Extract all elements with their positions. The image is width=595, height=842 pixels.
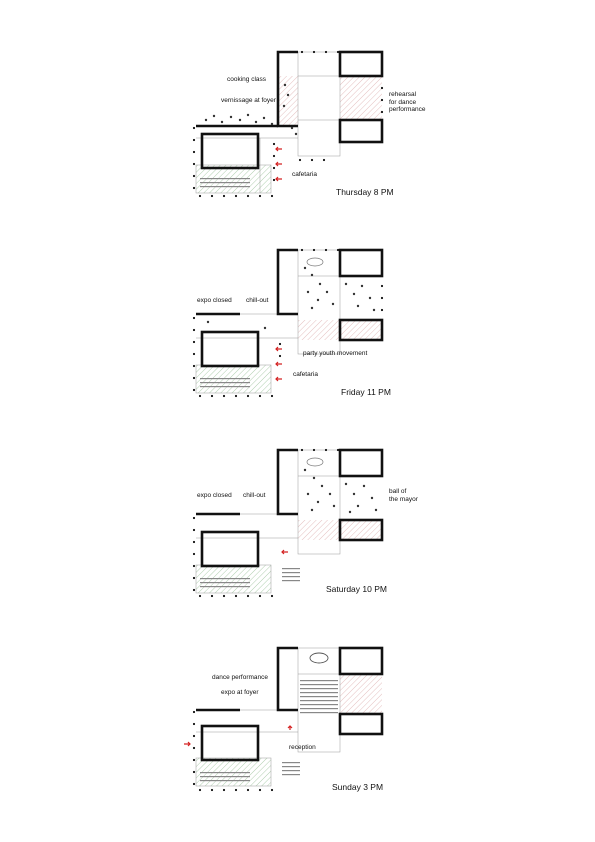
- label-rehearsal: rehearsal for dance performance: [389, 91, 426, 113]
- label-vernissage: vernissage at foyer: [221, 97, 276, 104]
- audience-seating: [300, 680, 338, 713]
- entrance-arrows: [276, 347, 282, 381]
- dj-booth-shape: [307, 258, 323, 266]
- label-dance-performance: dance performance: [212, 674, 269, 681]
- floor-plan-thursday: [0, 40, 595, 240]
- walls: [196, 450, 382, 566]
- label-cafetaria: cafetaria: [293, 371, 318, 378]
- label-expo-closed: expo closed: [197, 297, 232, 304]
- label-cafetaria: cafetaria: [292, 171, 317, 178]
- entrance-arrows: [282, 550, 288, 554]
- floor-plan-saturday: [0, 440, 595, 640]
- stage-shape: [307, 458, 323, 466]
- walls: [196, 250, 382, 366]
- plan-panel-friday: [0, 240, 595, 440]
- entrance-arrows: [276, 147, 282, 181]
- floor-plan-sunday: [0, 640, 595, 840]
- label-expo-at-foyer: expo at foyer: [221, 689, 259, 696]
- entrance-arrows: [184, 726, 292, 746]
- label-reception: reception: [289, 744, 316, 751]
- label-ball-of-mayor: ball of the mayor: [389, 488, 418, 503]
- panel-title: Friday 11 PM: [341, 387, 391, 397]
- stage-shape: [310, 653, 328, 663]
- panel-title: Saturday 10 PM: [326, 584, 387, 594]
- pink-hatched-zone: [340, 674, 382, 714]
- panel-title: Thursday 8 PM: [336, 187, 394, 197]
- label-chill-out: chill-out: [246, 297, 269, 304]
- label-expo-closed: expo closed: [197, 492, 232, 499]
- plan-panel-thursday: [0, 40, 595, 240]
- pink-hatched-zone: [340, 76, 382, 120]
- floor-plan-friday: [0, 240, 595, 440]
- pink-hatched-zone: [278, 76, 298, 126]
- label-party-youth: party youth movement: [303, 350, 368, 357]
- plan-panel-sunday: [0, 640, 595, 840]
- label-chill-out: chill-out: [243, 492, 266, 499]
- plan-panel-saturday: [0, 440, 595, 640]
- label-cooking-class: cooking class: [227, 76, 267, 83]
- panel-title: Sunday 3 PM: [332, 782, 384, 792]
